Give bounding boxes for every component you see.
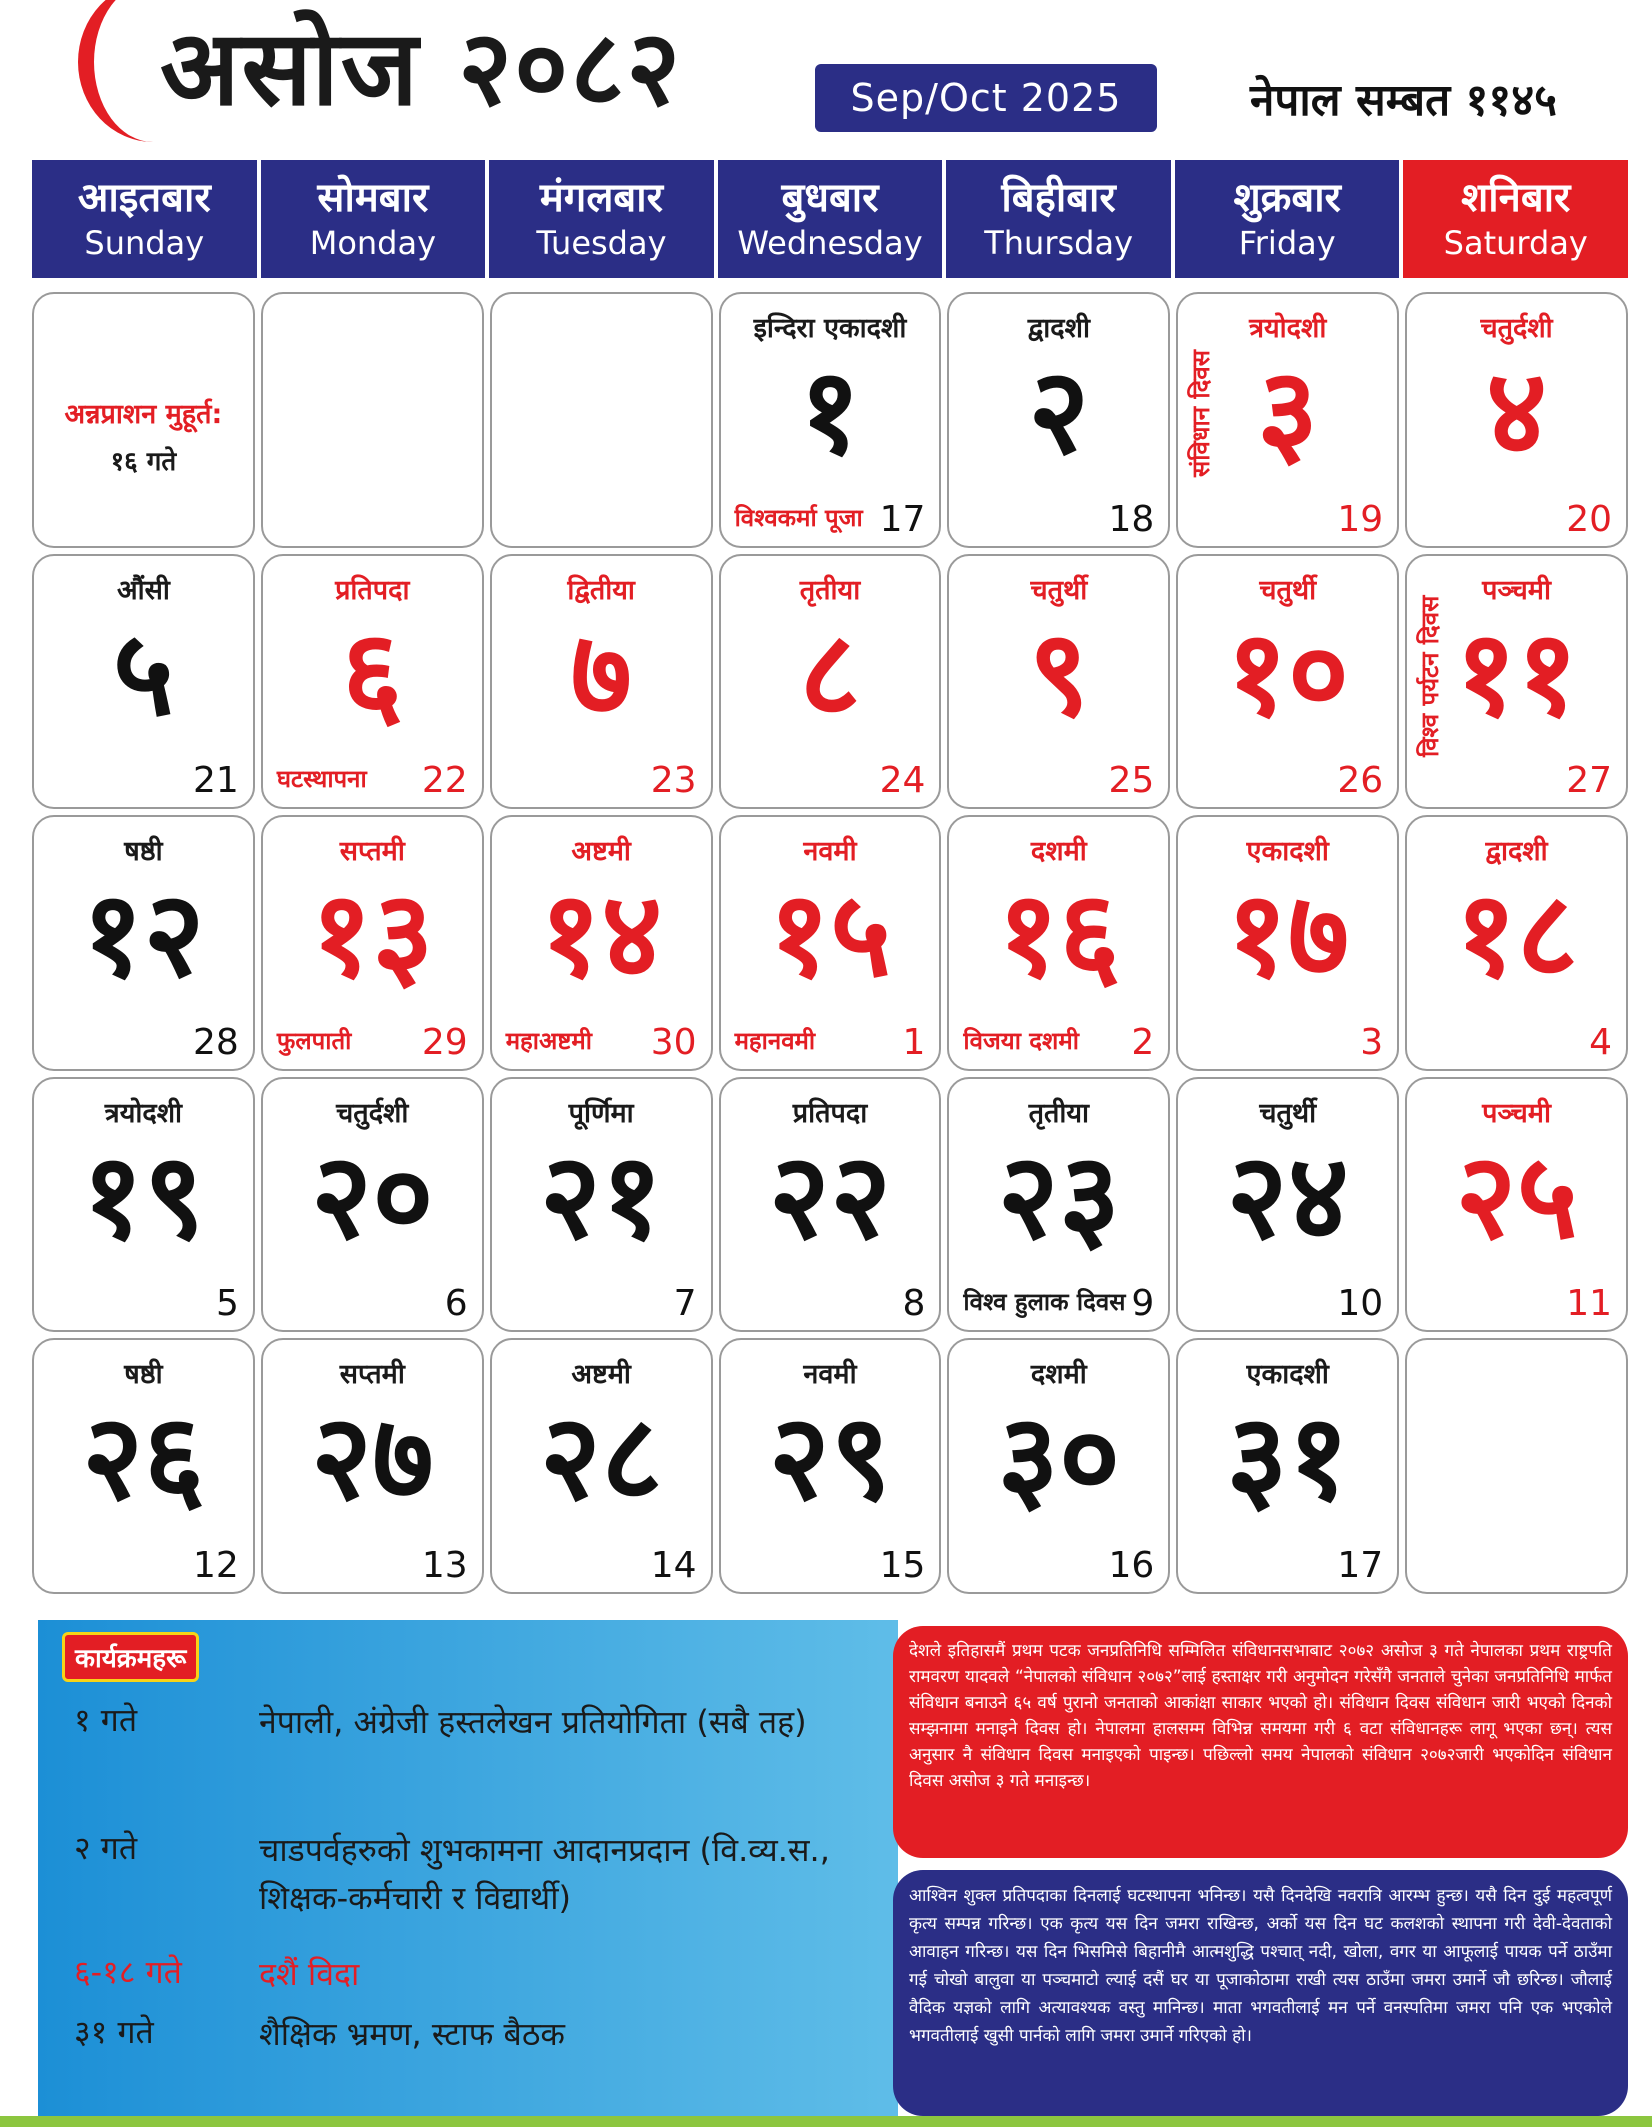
bs-date: २४ <box>1226 1126 1350 1265</box>
day-cell[interactable] <box>32 1338 255 1594</box>
tithi-label: नवमी <box>803 1359 857 1391</box>
program-item <box>74 1950 859 1998</box>
bs-date: १८ <box>1455 865 1578 1004</box>
bs-date: २८ <box>539 1388 663 1527</box>
program-item <box>74 2010 859 2058</box>
bs-date: १ <box>799 342 861 480</box>
day-cell[interactable] <box>1405 554 1628 810</box>
day-cell[interactable] <box>947 1338 1170 1594</box>
constitution-day-info: देशले इतिहासमैं प्रथम पटक जनप्रतिनिधि सम्मिलित संविधानसभाबाट २०७२ असोज ३ गते नेपालका प्रथम राष्ट्रपति रामवरण यादवले “नेपालको संविधान २०७२”लाई हस्ताक्षर गरी अनुमोदन गरेसँगै जनताले चुनेका जनप्रतिनिधि मार्फत संविधान बनाउने ६५ वर्ष पुरानो जनताको आकांक्षा साकार भएको हो। संविधान दिवस संविधान जारी भएको दिनको सम्झनामा मनाइने दिवस हो। नेपालमा हालसम्म विभिन्न समयमा गरी ६ वटा संविधानहरू लागू भएका छन्। त्यस अनुसार नै संविधान दिवस मनाइएको पाइन्छ। पछिल्लो समय नेपालको संविधान २०७२जारी भएकोदिन संविधान दिवस असोज ३ गते मनाइन्छ। <box>893 1626 1628 1858</box>
program-date: १ गते <box>74 1701 138 1739</box>
tithi-label: त्रयोदशी <box>1249 313 1327 344</box>
tithi-label: चतुर्दशी <box>1480 313 1553 344</box>
tithi-label: इन्दिरा एकादशी <box>753 313 907 344</box>
event-label: विश्व हुलाक दिवस <box>963 1288 1126 1317</box>
ad-date: 28 <box>193 1021 239 1063</box>
ad-date: 9 <box>1131 1283 1155 1325</box>
bs-date: ५ <box>112 603 175 742</box>
day-cell[interactable] <box>719 815 942 1071</box>
program-text: शैक्षिक भ्रमण, स्टाफ बैठक <box>259 2015 565 2053</box>
day-cell[interactable] <box>490 554 713 810</box>
tithi-label: षष्ठी <box>124 1359 163 1391</box>
weekday-saturday <box>1403 160 1628 278</box>
tithi-label: त्रयोदशी <box>104 1097 183 1129</box>
programs-title: कार्यक्रमहरू <box>62 1632 199 1682</box>
day-cell[interactable] <box>261 554 484 810</box>
ad-date: 17 <box>1337 1545 1384 1586</box>
day-cell[interactable] <box>947 815 1170 1071</box>
weekday-english: Monday <box>309 224 437 262</box>
ad-date: 12 <box>193 1545 239 1586</box>
ad-date: 22 <box>421 760 468 802</box>
weekday-wednesday <box>718 160 943 278</box>
tithi-label: चतुर्थी <box>1259 574 1317 606</box>
day-cell[interactable] <box>32 1077 255 1333</box>
bs-date: २१ <box>539 1126 663 1265</box>
bs-date: २ <box>1028 342 1090 480</box>
weekday-nepali: शनिबार <box>1461 175 1571 221</box>
day-cell[interactable] <box>947 1077 1170 1333</box>
tithi-label: सप्तमी <box>339 836 405 868</box>
tithi-label: चतुर्थी <box>1259 1097 1317 1129</box>
bs-date: १७ <box>1226 865 1350 1004</box>
day-cell[interactable] <box>261 1077 484 1333</box>
tithi-label: पञ्चमी <box>1482 1097 1551 1129</box>
bs-date: १० <box>1226 603 1350 742</box>
ghatasthapana-info: आश्विन शुक्ल प्रतिपदाका दिनलाई घटस्थापना भनिन्छ। यसै दिनदेखि नवरात्रि आरम्भ हुन्छ। यसै दिन दुई महत्वपूर्ण कृत्य सम्पन्न गरिन्छ। एक कृत्य यस दिन जमरा राखिन्छ, अर्को यस दिन घट कलशको स्थापना गरी देवी-देवताको आवाहन गरिन्छ। यस दिन भिसमिसे बिहानीमै आत्मशुद्धि पश्चात् नदी, खोला, वगर या आफूलाई पायक पर्ने ठाउँमा गई चोखो बालुवा या पञ्चमाटो ल्याई दसैं घर या पूजाकोठामा राखी त्यस ठाउँमा जमरा उमार्ने जौ छरिन्छ। जौलाई वैदिक यज्ञको लागि अत्यावश्यक वस्तु मानिन्छ। माता भगवतीलाई मन पर्ने वनस्पतिमा जमरा पनि एक भएकोले भगवतीलाई खुसी पार्नको लागि जमरा उमार्ने गरिएको हो। <box>893 1870 1628 2116</box>
empty-cell <box>1405 1338 1628 1594</box>
weekday-nepali: आइतबार <box>77 175 211 221</box>
ad-date: 27 <box>1566 760 1612 802</box>
weekday-english: Tuesday <box>536 224 667 262</box>
ad-date: 10 <box>1337 1283 1384 1325</box>
bs-date: २३ <box>997 1126 1121 1265</box>
tithi-label: दशमी <box>1030 836 1087 868</box>
english-month-badge: Sep/Oct 2025 <box>815 64 1157 132</box>
event-label: फुलपाती <box>276 1026 352 1055</box>
ad-date: 4 <box>1589 1021 1612 1063</box>
weekday-thursday <box>946 160 1171 278</box>
calendar-grid <box>32 292 1628 1594</box>
tithi-label: द्वादशी <box>1027 313 1090 344</box>
bs-date: १६ <box>997 865 1121 1004</box>
ad-date: 5 <box>215 1283 239 1325</box>
programs-panel <box>38 1620 898 2116</box>
tithi-label: पञ्चमी <box>1482 574 1551 606</box>
ad-date: 25 <box>1108 760 1155 802</box>
tithi-label: चतुर्थी <box>1030 574 1088 606</box>
empty-cell <box>490 292 713 548</box>
ad-date: 24 <box>879 760 926 802</box>
bs-date: १९ <box>82 1126 205 1265</box>
tithi-label: पूर्णिमा <box>568 1097 634 1129</box>
tithi-label: सप्तमी <box>339 1359 405 1391</box>
day-cell[interactable] <box>1176 292 1399 548</box>
ad-date: 11 <box>1566 1283 1612 1325</box>
day-cell[interactable] <box>719 292 942 548</box>
bs-date: ४ <box>1485 342 1548 480</box>
weekday-nepali: बुधबार <box>781 175 879 221</box>
ad-date: 15 <box>879 1545 926 1586</box>
ad-date: 30 <box>650 1021 697 1063</box>
weekday-tuesday <box>489 160 714 278</box>
bottom-section <box>38 1620 1628 2116</box>
ad-date: 6 <box>444 1283 468 1325</box>
bs-date: २९ <box>768 1388 892 1527</box>
weekday-nepali: मंगलबार <box>539 175 663 221</box>
program-item <box>74 1698 859 1746</box>
tithi-label: तृतीया <box>799 574 861 606</box>
event-label: महाअष्टमी <box>505 1026 592 1055</box>
bs-date: ७ <box>570 603 632 742</box>
empty-cell <box>261 292 484 548</box>
tithi-label: द्वितीया <box>567 574 635 606</box>
day-cell[interactable] <box>719 1338 942 1594</box>
day-cell[interactable] <box>1176 1338 1399 1594</box>
weekday-monday <box>261 160 486 278</box>
ad-date: 19 <box>1337 498 1384 540</box>
vertical-event-label: संविधान दिवस <box>1187 350 1216 478</box>
weekday-english: Friday <box>1238 224 1336 262</box>
weekday-english: Saturday <box>1443 224 1588 262</box>
program-text: दशैं विदा <box>259 1955 360 1993</box>
bs-date: ८ <box>799 603 861 742</box>
day-cell[interactable] <box>1405 1077 1628 1333</box>
day-cell[interactable] <box>719 1077 942 1333</box>
empty-cell <box>32 292 255 548</box>
bs-date: १२ <box>82 865 205 1004</box>
tithi-label: तृतीया <box>1028 1097 1090 1129</box>
event-label: घटस्थापना <box>276 765 367 794</box>
day-cell[interactable] <box>32 815 255 1071</box>
ad-date: 20 <box>1566 498 1612 540</box>
tithi-label: चतुर्दशी <box>336 1097 409 1129</box>
ad-date: 16 <box>1108 1545 1155 1586</box>
weekday-friday <box>1175 160 1400 278</box>
tithi-label: औंसी <box>117 574 170 606</box>
day-cell[interactable] <box>261 815 484 1071</box>
weekday-english: Thursday <box>984 224 1133 262</box>
program-date: ६-१८ गते <box>74 1953 182 1991</box>
bs-date: १३ <box>310 865 434 1004</box>
program-text: चाडपर्वहरुको शुभकामना आदानप्रदान (वि.व्य.स., शिक्षक-कर्मचारी र विद्यार्थी) <box>259 1831 830 1917</box>
ad-date: 17 <box>879 498 926 540</box>
tithi-label: नवमी <box>803 836 857 868</box>
ad-date: 26 <box>1337 760 1384 802</box>
bs-date: ११ <box>1455 603 1578 742</box>
program-date: ३१ गते <box>74 2013 154 2051</box>
ad-date: 7 <box>673 1283 697 1325</box>
day-cell[interactable] <box>1176 554 1399 810</box>
event-label: विश्वकर्मा पूजा <box>734 503 863 532</box>
event-label: विजया दशमी <box>963 1026 1079 1055</box>
event-label: महानवमी <box>734 1026 816 1055</box>
weekday-english: Wednesday <box>737 224 923 262</box>
day-cell[interactable] <box>1405 292 1628 548</box>
day-cell[interactable] <box>947 554 1170 810</box>
weekday-header <box>32 160 1628 278</box>
ad-date: 21 <box>193 760 239 802</box>
ad-date: 8 <box>902 1283 926 1325</box>
bs-date: २५ <box>1455 1126 1578 1265</box>
tithi-label: द्वादशी <box>1485 836 1548 868</box>
day-cell[interactable] <box>1176 1077 1399 1333</box>
annaprashan-date: १६ गते <box>110 447 177 477</box>
vertical-event-label: विश्व पर्यटन दिवस <box>1416 594 1445 757</box>
ad-date: 18 <box>1108 498 1155 540</box>
day-cell[interactable] <box>490 1338 713 1594</box>
day-cell[interactable] <box>719 554 942 810</box>
bs-date: ९ <box>1028 603 1090 742</box>
ad-date: 29 <box>421 1021 468 1063</box>
weekday-english: Sunday <box>84 224 205 262</box>
program-text: नेपाली, अंग्रेजी हस्तलेखन प्रतियोगिता (सबै तह) <box>259 1703 807 1741</box>
day-cell[interactable] <box>261 1338 484 1594</box>
bs-date: २७ <box>310 1388 434 1527</box>
bs-date: ६ <box>341 603 403 742</box>
ad-date: 1 <box>902 1021 926 1063</box>
tithi-label: अष्टमी <box>571 1359 631 1391</box>
day-cell[interactable] <box>490 815 713 1071</box>
ad-date: 2 <box>1131 1021 1155 1063</box>
ad-date: 3 <box>1360 1021 1384 1063</box>
ad-date: 14 <box>650 1545 697 1586</box>
bs-date: ३० <box>997 1388 1121 1527</box>
tithi-label: अष्टमी <box>571 836 631 868</box>
bs-date: २६ <box>82 1388 205 1527</box>
tithi-label: प्रतिपदा <box>335 574 410 606</box>
program-item <box>74 1826 859 1922</box>
bs-date: ३१ <box>1226 1388 1350 1527</box>
month-title: असोज २०८२ <box>160 7 683 129</box>
footer-divider <box>0 2116 1652 2127</box>
bs-date: २२ <box>768 1126 892 1265</box>
ad-date: 13 <box>421 1545 468 1586</box>
bs-date: १५ <box>768 865 892 1004</box>
program-date: २ गते <box>74 1829 138 1867</box>
tithi-label: एकादशी <box>1246 1359 1329 1391</box>
weekday-nepali: शुक्रबार <box>1233 175 1341 221</box>
weekday-nepali: बिहीबार <box>1001 175 1116 221</box>
ad-date: 23 <box>650 760 697 802</box>
tithi-label: एकादशी <box>1246 836 1329 868</box>
bs-date: १४ <box>539 865 663 1004</box>
nepal-sambat: नेपाल सम्बत ११४५ <box>1250 75 1558 126</box>
annaprashan-title: अन्नप्राशन मुहूर्त: <box>64 399 223 430</box>
tithi-label: षष्ठी <box>124 836 163 868</box>
bs-date: ३ <box>1257 342 1319 480</box>
day-cell[interactable] <box>1176 815 1399 1071</box>
day-cell[interactable] <box>32 554 255 810</box>
bs-date: २० <box>310 1126 434 1265</box>
weekday-sunday <box>32 160 257 278</box>
day-cell[interactable] <box>947 292 1170 548</box>
day-cell[interactable] <box>1405 815 1628 1071</box>
tithi-label: प्रतिपदा <box>792 1097 868 1129</box>
weekday-nepali: सोमबार <box>317 175 429 221</box>
tithi-label: दशमी <box>1030 1359 1087 1391</box>
day-cell[interactable] <box>490 1077 713 1333</box>
